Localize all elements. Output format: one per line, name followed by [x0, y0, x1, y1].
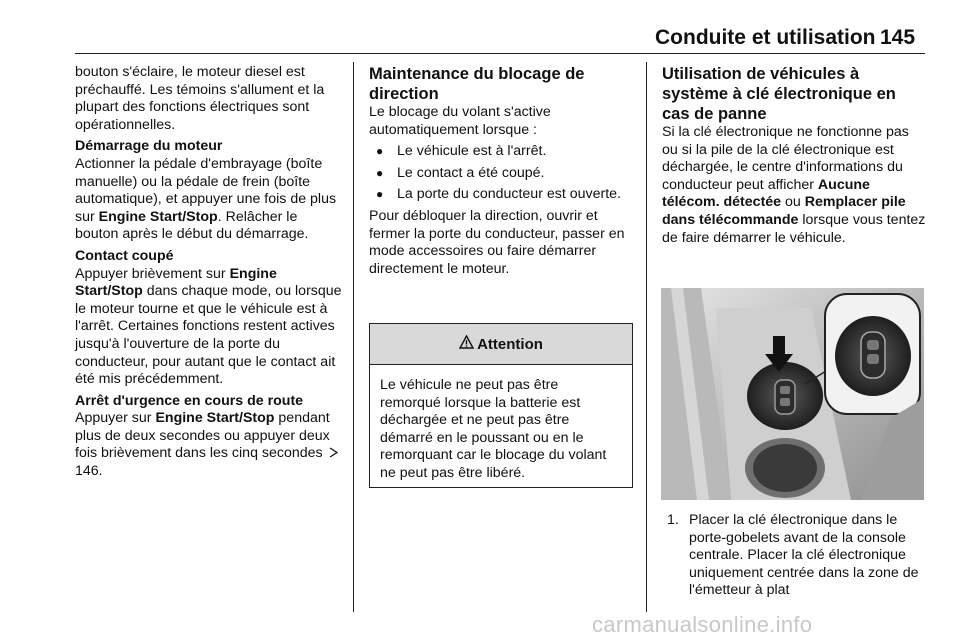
bullet-item: ● Le véhicule est à l'arrêt.: [369, 143, 634, 161]
emergency-paragraph: Appuyer sur Engine Start/Stop pendant plus de deux secondes ou appuyer deux fois brièvement dans les cinq secondes 146.: [75, 410, 343, 480]
section-heading-emergency: Arrêt d'urgence en cours de route: [75, 392, 304, 409]
steering-lock-intro: Le blocage du volant s'active automatiquement lorsque :: [369, 104, 551, 138]
section-heading-off: Contact coupé: [75, 247, 174, 264]
bullet-item: ● Le contact a été coupé.: [369, 165, 634, 183]
off-paragraph: Appuyer brièvement sur Engine Start/Stop dans chaque mode, ou lorsque le moteur tourne et que le véhicule est à l'arrêt. Certaines fonctions restent actives jusqu'à l'ouverture de la porte du conducteur, pour autant que le contact ait été mis précédemment.: [75, 265, 342, 388]
step-number: 1.: [667, 512, 679, 528]
page-reference-link[interactable]: 146.: [75, 463, 103, 480]
bullet-item: ● La porte du conducteur est ouverte.: [369, 186, 634, 204]
message-replace-battery: Remplacer pile dans télécommande: [662, 194, 906, 228]
column-divider-2: [646, 62, 647, 612]
bullet-list: [369, 143, 634, 204]
section-heading-electronic-key: Utilisation de véhicules à système à clé électronique en cas de panne: [662, 65, 896, 123]
intro-paragraph: bouton s'éclaire, le moteur diesel est préchauffé. Les témoins s'allument et la plupart des fonctions électriques sont opérationnelles.: [75, 64, 325, 133]
engine-start-stop-term: Engine Start/Stop: [75, 265, 277, 300]
section-heading-steering-lock: Maintenance du blocage de direction: [369, 65, 585, 103]
column-3: [662, 64, 927, 247]
cupholder-key-photo: [661, 288, 924, 500]
section-heading-start: Démarrage du moteur: [75, 138, 223, 155]
attention-text: Le véhicule ne peut pas être remorqué lorsque la batterie est déchargée et ne peut pas être démarré en le poussant ou en le remorquant car le blocage du volant ne peut pas être libéré.: [380, 377, 607, 481]
warning-triangle-icon: [459, 335, 474, 353]
step-item: [661, 512, 931, 600]
column-1: [75, 64, 343, 481]
electronic-key-paragraph: Si la clé électronique ne fonctionne pas ou si la pile de la clé électronique est déchargée, le centre d'informations du conducteur peut afficher Aucune télécom. détectée ou Remplacer pile dans télécommande lorsque vous tentez de faire démarrer le véhicule.: [662, 124, 926, 246]
step-text: Placer la clé électronique dans le porte-gobelets avant de la console centrale. Placer la clé électronique uniquement centrée dans la zone de l'émetteur à plat: [689, 512, 919, 599]
column-2: [369, 64, 634, 278]
steps-list: [661, 512, 931, 600]
watermark: carmanualsonline.info: [592, 612, 813, 637]
engine-start-stop-term: Engine Start/Stop: [155, 410, 275, 427]
engine-start-stop-term: Engine Start/Stop: [98, 208, 218, 225]
page-number: 145: [880, 26, 916, 49]
attention-header: [370, 324, 632, 365]
attention-title: Attention: [477, 335, 543, 353]
running-header-title: Conduite et utilisation: [655, 26, 876, 49]
unlock-paragraph: Pour débloquer la direction, ouvrir et fermer la porte du conducteur, passer en mode accessoires ou faire démarrer directement le moteur.: [369, 207, 625, 277]
start-paragraph: Actionner la pédale d'embrayage (boîte manuelle) ou la pédale de frein (boîte automatique), et appuyer une fois de plus sur Engine Start/Stop. Relâcher le bouton après le début du démarrage.: [75, 155, 337, 243]
header-rule: [75, 53, 925, 54]
message-no-remote-detected: Aucune télécom. détectée: [662, 176, 870, 211]
column-divider-1: [353, 62, 354, 612]
page-reference-arrow-icon[interactable]: [329, 445, 338, 463]
attention-box: [369, 323, 633, 488]
